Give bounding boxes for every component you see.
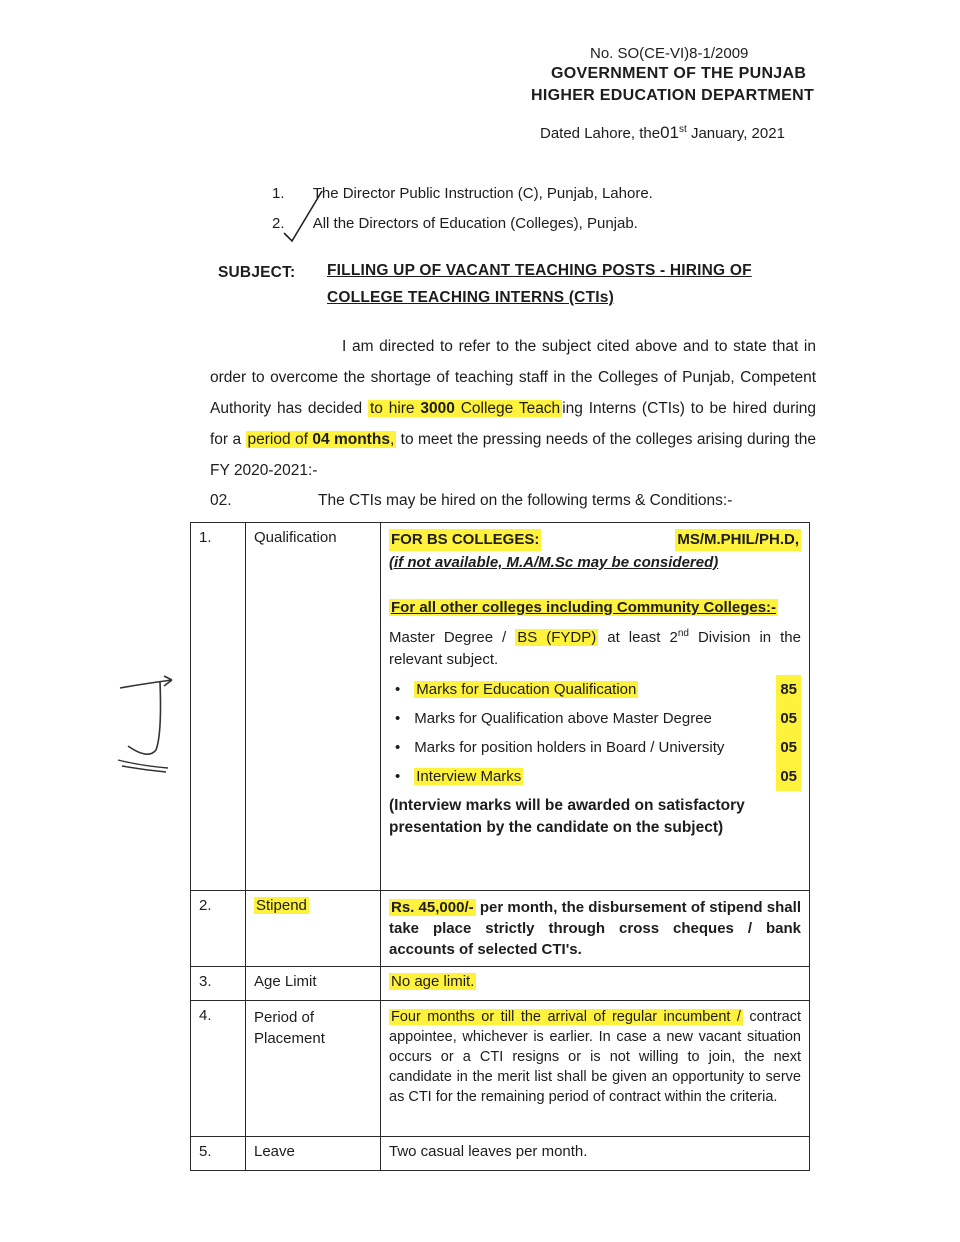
master-post: Division in the relevant subject. bbox=[389, 629, 801, 668]
subject-line-2: COLLEGE TEACHING INTERNS (CTIs) bbox=[327, 289, 614, 306]
hl1-post: College Teach bbox=[454, 400, 561, 417]
hl2-post: , bbox=[389, 431, 395, 448]
hl1-pre: to hire bbox=[369, 400, 421, 417]
terms-intro-number: 02. bbox=[210, 492, 232, 509]
subject-line-1: FILLING UP OF VACANT TEACHING POSTS - HIRING OF bbox=[327, 262, 752, 279]
other-colleges-text: For all other colleges including Community Colleges:- bbox=[391, 599, 777, 616]
row-label: Leave bbox=[246, 1137, 381, 1171]
row-label: Qualification bbox=[246, 523, 381, 891]
mark-value: 05 bbox=[776, 733, 801, 762]
row-number: 5. bbox=[191, 1137, 246, 1171]
table-row bbox=[191, 523, 810, 891]
dated-line bbox=[540, 120, 785, 144]
bs-colleges-title: FOR BS COLLEGES: bbox=[389, 529, 541, 551]
leave-details: Two casual leaves per month. bbox=[381, 1137, 810, 1171]
placement-text: contract appointee, whichever is earlier. In case a new vacant situation occurs or a CTI resigns or is not willing to join, the next candidate in the merit list shall be given an opportunity to serve as CTI for the remaining period of contract within the criteria. bbox=[389, 1009, 801, 1105]
mark-value: 05 bbox=[776, 704, 801, 733]
recipient-text: The Director Public Instruction (C), Punjab, Lahore. bbox=[312, 185, 653, 202]
hl1-number: 3000 bbox=[420, 400, 455, 417]
table-row bbox=[191, 1001, 810, 1137]
mark-value: 85 bbox=[776, 675, 801, 704]
marks-list bbox=[389, 675, 801, 791]
row-label bbox=[246, 891, 381, 967]
placement-details bbox=[381, 1001, 810, 1137]
terms-table bbox=[190, 522, 810, 1171]
other-colleges-title bbox=[389, 597, 801, 619]
master-sup: nd bbox=[677, 628, 689, 639]
master-degree-requirement bbox=[389, 623, 801, 671]
highlight-period bbox=[246, 431, 397, 448]
row-number: 4. bbox=[191, 1001, 246, 1137]
row-number: 1. bbox=[191, 523, 246, 891]
bs-degree: MS/M.PHIL/PH.D, bbox=[675, 529, 801, 551]
highlight-hire-count bbox=[368, 400, 562, 417]
date-suffix: st bbox=[679, 124, 687, 135]
bs-alternate: (if not available, M.A/M.Sc may be considered) bbox=[389, 554, 719, 571]
mark-label: • Marks for Qualification above Master Degree bbox=[389, 704, 712, 733]
row-number: 2. bbox=[191, 891, 246, 967]
row-label: Period of Placement bbox=[246, 1001, 381, 1137]
hl2-pre: period of bbox=[247, 431, 313, 448]
age-limit-details bbox=[381, 967, 810, 1001]
paragraph-text-1: I am directed to refer to the subject cited above and to state that in order to overcome the shortage of teaching staff in the Colleges of Punjab, Competent Authority has decided bbox=[210, 338, 816, 417]
recipient-text: All the Directors of Education (Colleges), Punjab. bbox=[312, 215, 638, 232]
row-label: Age Limit bbox=[246, 967, 381, 1001]
recipient-number: 1. bbox=[272, 185, 285, 202]
mark-label: Interview Marks bbox=[416, 768, 522, 785]
stipend-amount: Rs. 45,000/- bbox=[391, 899, 474, 916]
date-rest: January, 2021 bbox=[686, 125, 785, 142]
body-paragraph bbox=[210, 331, 816, 486]
master-pre: Master Degree / bbox=[389, 629, 516, 646]
terms-intro-text: The CTIs may be hired on the following terms & Conditions:- bbox=[318, 492, 733, 509]
handwritten-signature bbox=[112, 674, 192, 784]
department-heading: HIGHER EDUCATION DEPARTMENT bbox=[531, 87, 815, 104]
recipient-1 bbox=[272, 185, 653, 202]
paragraph-text-3: to meet the pressing needs of the colleges arising during the FY 2020-2021:- bbox=[210, 431, 816, 479]
row-number: 3. bbox=[191, 967, 246, 1001]
list-item bbox=[389, 704, 801, 733]
hl2-number: 04 months bbox=[312, 431, 390, 448]
mark-label: Marks for Education Qualification bbox=[416, 681, 637, 698]
list-item bbox=[389, 675, 801, 704]
stipend-label: Stipend bbox=[256, 897, 307, 914]
recipient-number: 2. bbox=[272, 215, 285, 232]
qualification-details bbox=[381, 523, 810, 891]
handwritten-tick-mark bbox=[278, 185, 328, 245]
table-row bbox=[191, 891, 810, 967]
interview-note: (Interview marks will be awarded on satisfactory presentation by the candidate on the subject) bbox=[389, 797, 745, 836]
paragraph-text-2: ing Interns (CTIs) to be hired during for a bbox=[210, 400, 817, 448]
table-row bbox=[191, 1137, 810, 1171]
stipend-text: per month, the disbursement of stipend shall take place strictly through cross cheques / bank accounts of selected CTI's. bbox=[389, 899, 801, 958]
master-highlight: BS (FYDP) bbox=[517, 629, 597, 646]
date-day: 01 bbox=[660, 123, 680, 142]
dated-prefix: Dated Lahore, the bbox=[540, 125, 661, 142]
subject-label: SUBJECT: bbox=[218, 264, 296, 281]
stipend-details bbox=[381, 891, 810, 967]
placement-highlight: Four months or till the arrival of regular incumbent / bbox=[391, 1009, 741, 1025]
mark-value: 05 bbox=[776, 762, 801, 791]
mark-label: • Marks for position holders in Board / University bbox=[389, 733, 724, 762]
master-mid: at least 2 bbox=[598, 629, 678, 646]
table-row bbox=[191, 967, 810, 1001]
list-item bbox=[389, 733, 801, 762]
list-item bbox=[389, 762, 801, 791]
government-heading: GOVERNMENT OF THE PUNJAB bbox=[551, 65, 807, 82]
reference-number: No. SO(CE-VI)8-1/2009 bbox=[590, 45, 749, 62]
age-limit-text: No age limit. bbox=[391, 973, 475, 990]
